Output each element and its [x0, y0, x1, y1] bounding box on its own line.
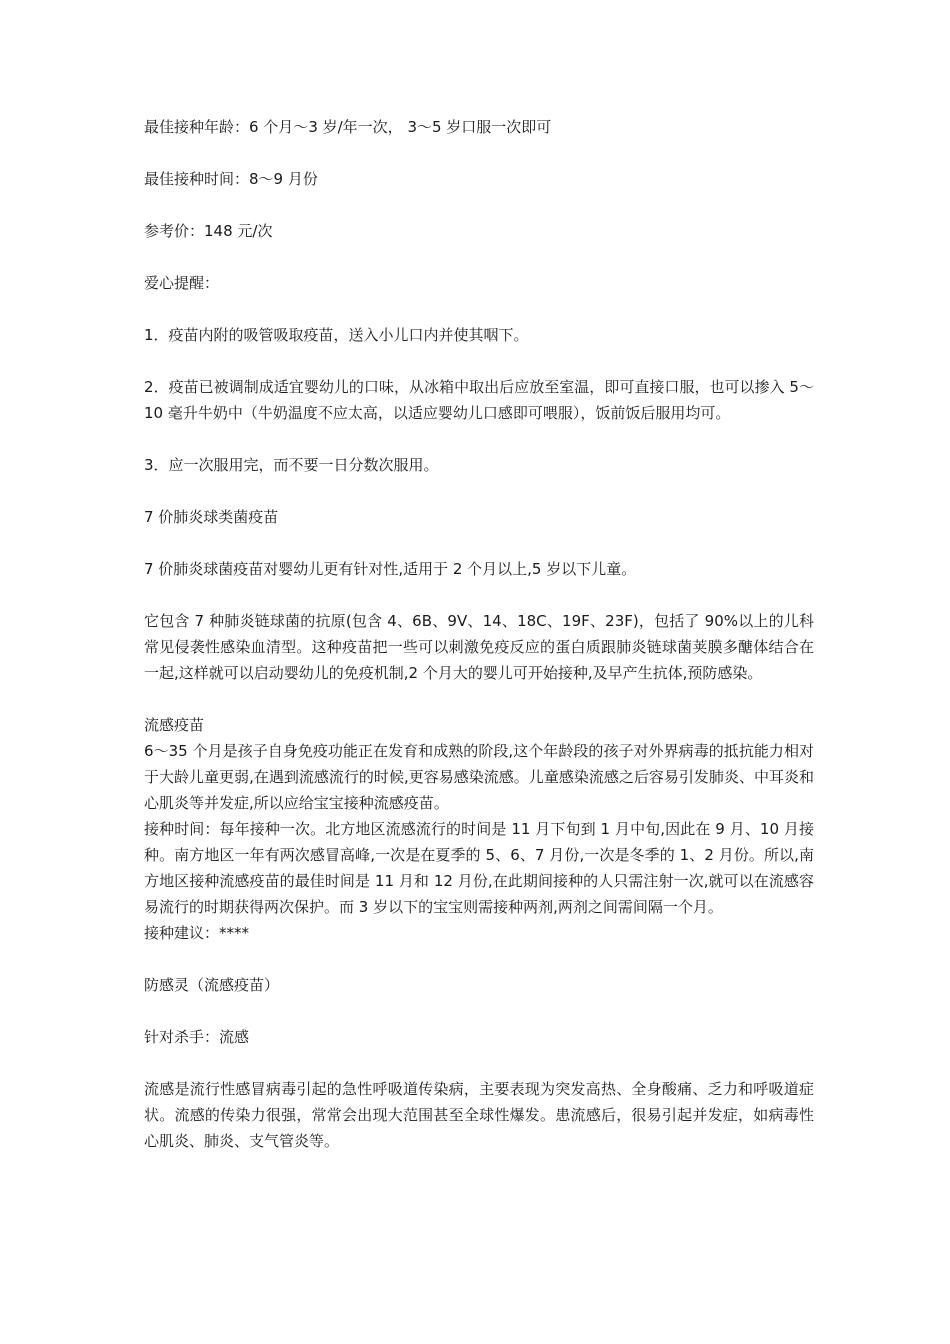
paragraph-flu-age: 6～35 个月是孩子自身免疫功能正在发育和成熟的阶段,这个年龄段的孩子对外界病毒的抵抗能力相对于大龄儿童更弱,在遇到流感流行的时候,更容易感染流感。儿童感染流感之后容易引发肺炎、中耳炎和心肌炎等并发症,所以应给宝宝接种流感疫苗。	[144, 742, 814, 812]
paragraph-price: 参考价：148 元/次	[144, 222, 273, 240]
paragraph-reminder-3: 3．应一次服用完，而不要一日分数次服用。	[144, 456, 439, 474]
document-body	[144, 114, 814, 1180]
paragraph-reminder-2: 2．疫苗已被调制成适宜婴幼儿的口味，从冰箱中取出后应放至室温，即可直接口服，也可以掺入 5～10 毫升牛奶中（牛奶温度不应太高，以适应婴幼儿口感即可喂服），饭前饭后服用均可。	[144, 378, 814, 422]
paragraph-best-age: 最佳接种年龄：6 个月～3 岁/年一次， 3～5 岁口服一次即可	[144, 118, 552, 136]
paragraph-reminder-heading: 爱心提醒：	[144, 274, 220, 292]
paragraph-flu-description: 流感是流行性感冒病毒引起的急性呼吸道传染病，主要表现为突发高热、全身酸痛、乏力和呼吸道症状。流感的传染力很强，常常会出现大范围甚至全球性爆发。患流感后，很易引起并发症，如病毒性心肌炎、肺炎、支气管炎等。	[144, 1080, 814, 1150]
paragraph-best-time: 最佳接种时间：8～9 月份	[144, 170, 318, 188]
paragraph-pneumococcal-detail: 它包含 7 种肺炎链球菌的抗原(包含 4、6B、9V、14、18C、19F、23F)，包括了 90%以上的儿科常见侵袭性感染血清型。这种疫苗把一些可以刺激免疫反应的蛋白质跟肺炎链球菌荚膜多醣体结合在一起,这样就可以启动婴幼儿的免疫机制,2 个月大的婴儿可开始接种,及早产生抗体,预防感染。	[144, 612, 814, 682]
paragraph-target-disease: 针对杀手：流感	[144, 1028, 250, 1046]
paragraph-pneumococcal-intro: 7 价肺炎球菌疫苗对婴幼儿更有针对性,适用于 2 个月以上,5 岁以下儿童。	[144, 560, 637, 578]
heading-fangganling: 防感灵（流感疫苗）	[144, 976, 280, 994]
heading-flu-vaccine: 流感疫苗	[144, 716, 205, 734]
paragraph-flu-schedule: 接种时间：每年接种一次。北方地区流感流行的时间是 11 月下旬到 1 月中旬,因此在 9 月、10 月接种。南方地区一年有两次感冒高峰,一次是在夏季的 5、6、7 月份,一次是冬季的 1、2 月份。所以,南方地区接种流感疫苗的最佳时间是 11 月和 12 月份,在此期间接种的人只需注射一次,就可以在流感容易流行的时期获得两次保护。而 3 岁以下的宝宝则需接种两剂,两剂之间需间隔一个月。	[144, 820, 814, 916]
paragraph-flu-recommendation: 接种建议：****	[144, 924, 250, 942]
paragraph-reminder-1: 1．疫苗内附的吸管吸取疫苗，送入小儿口内并使其咽下。	[144, 326, 529, 344]
heading-pneumococcal-vaccine: 7 价肺炎球类菌疫苗	[144, 508, 279, 526]
